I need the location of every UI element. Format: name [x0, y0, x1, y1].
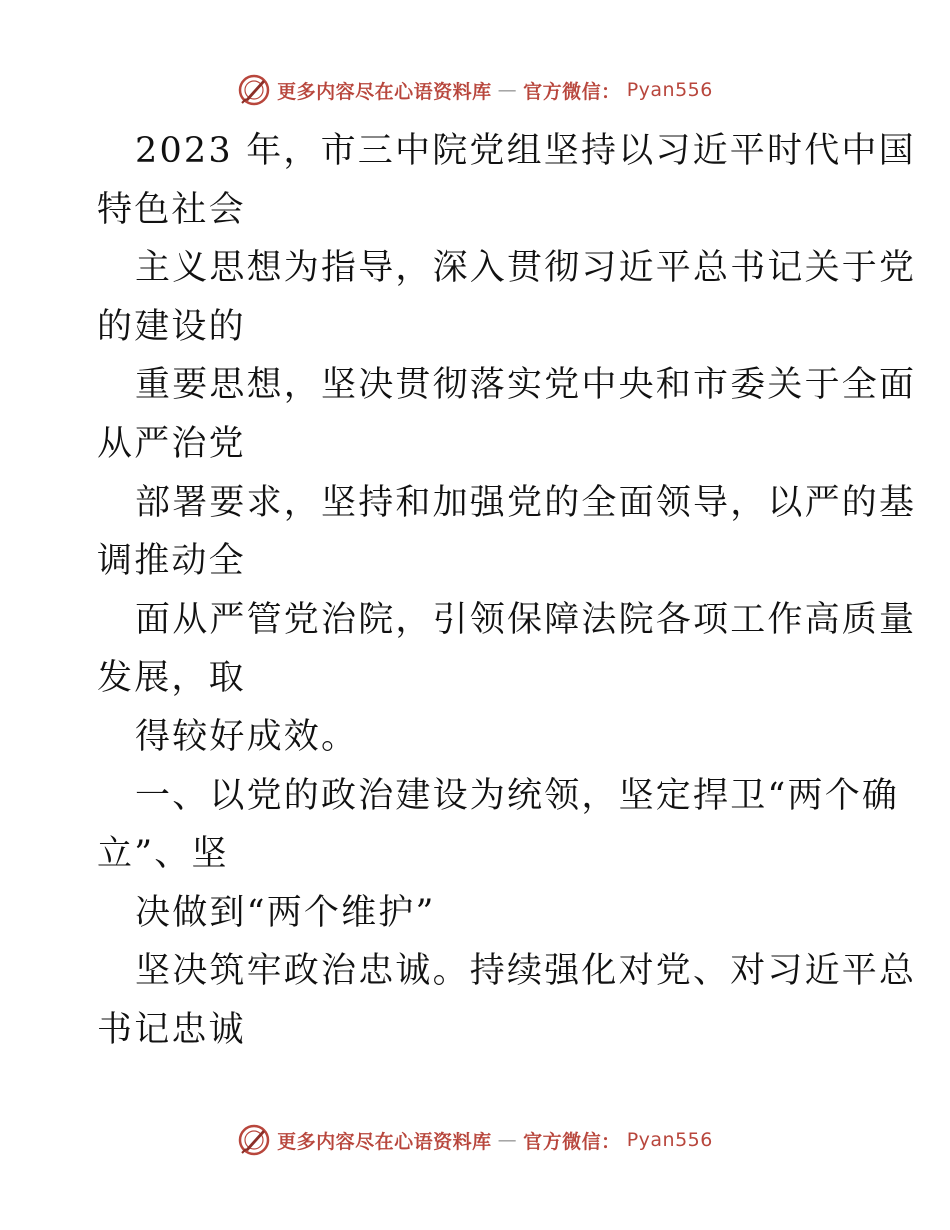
text-line: 重要思想，坚决贯彻落实党中央和市委关于全面 — [135, 365, 917, 406]
text-line: 得较好成效。 — [135, 716, 359, 757]
banner-wechat-id: Pyan556 — [626, 79, 713, 101]
footer-watermark-banner — [0, 1120, 950, 1160]
banner-separator: — — [497, 1129, 518, 1151]
text-line: 从严治党 — [97, 423, 246, 464]
text-line: 书记忠诚 — [97, 1009, 246, 1050]
banner-main-text: 更多内容尽在心语资料库 — [277, 80, 492, 103]
text-line: 主义思想为指导，深入贯彻习近平总书记关于党 — [135, 248, 917, 289]
text-line: 特色社会 — [97, 189, 246, 230]
text-line: 的建设的 — [97, 306, 246, 347]
text-line: 2023 年，市三中院党组坚持以习近平时代中国 — [135, 131, 916, 171]
section-heading-line: 决做到“两个维护” — [135, 892, 436, 933]
text-line: 面从严管党治院，引领保障法院各项工作高质量 — [135, 599, 917, 640]
section-heading-line: 立”、坚 — [97, 834, 229, 875]
header-watermark-banner — [0, 70, 950, 110]
document-body — [97, 122, 917, 1060]
text-line: 调推动全 — [97, 541, 246, 582]
banner-main-text: 更多内容尽在心语资料库 — [277, 1130, 492, 1153]
banner-wechat-label: 官方微信： — [523, 1130, 621, 1153]
quill-seal-logo-icon — [237, 73, 271, 107]
banner-separator: — — [497, 79, 518, 101]
text-line: 部署要求，坚持和加强党的全面领导，以严的基 — [135, 482, 917, 523]
text-line: 坚决筑牢政治忠诚。持续强化对党、对习近平总 — [135, 951, 917, 992]
banner-wechat-id: Pyan556 — [626, 1129, 713, 1151]
banner-wechat-label: 官方微信： — [523, 80, 621, 103]
section-heading-line: 一、以党的政治建设为统领，坚定捍卫“两个确 — [135, 775, 900, 816]
text-line: 发展，取 — [97, 658, 246, 699]
quill-seal-logo-icon — [237, 1123, 271, 1157]
